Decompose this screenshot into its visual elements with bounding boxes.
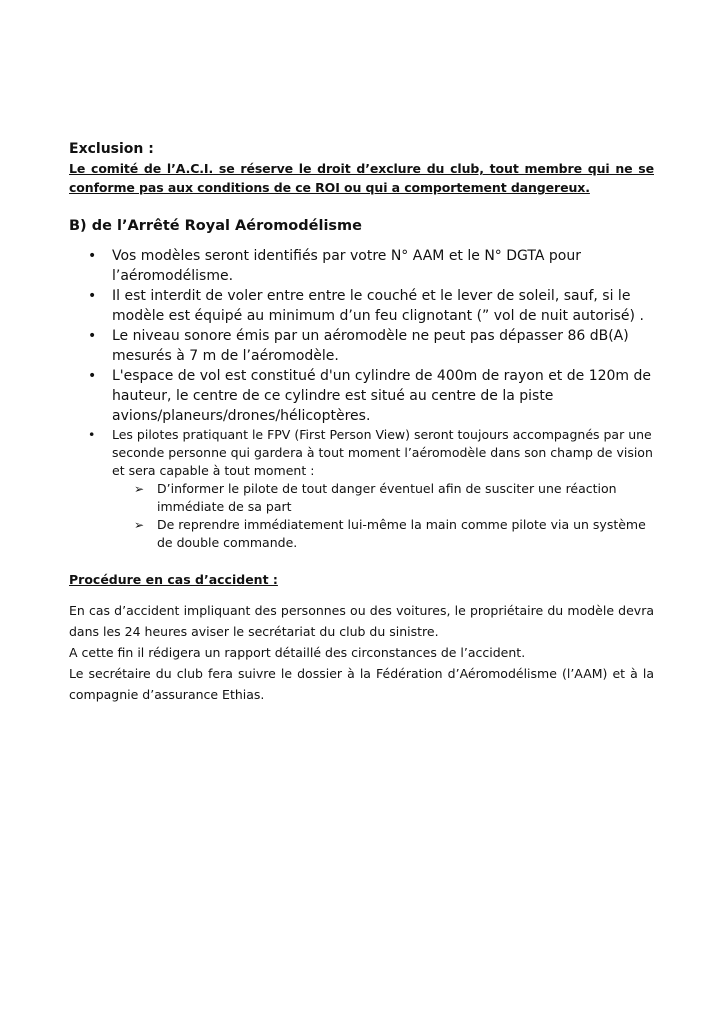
list-item xyxy=(69,326,654,366)
sub-item-text: De reprendre immédiatement lui-même la main comme pilote via un système de double commande. xyxy=(157,517,646,550)
bullet-text: L'espace de vol est constitué d'un cylindre de 400m de rayon et de 120m de hauteur, le centre de ce cylindre est situé au centre de la piste avions/planeurs/drones/hélicoptères. xyxy=(112,368,651,424)
fpv-sublist xyxy=(112,480,654,552)
procedure-paragraph: A cette fin il rédigera un rapport détaillé des circonstances de l’accident. xyxy=(69,645,526,660)
list-item xyxy=(69,246,654,286)
list-item-fpv xyxy=(69,426,654,552)
arrow-bullet-icon: ➢ xyxy=(134,482,145,496)
bullet-icon: • xyxy=(88,328,97,344)
exclusion-text: Le comité de l’A.C.I. se réserve le droit d’exclure du club, tout membre qui ne se conforme pas aux conditions de ce ROI ou qui a comportement dangereux. xyxy=(69,161,654,195)
bullet-text: Vos modèles seront identifiés par votre N° AAM et le N° DGTA pour l’aéromodélisme. xyxy=(112,248,581,284)
section-b-heading: B) de l’Arrêté Royal Aéromodélisme xyxy=(69,218,362,234)
arrow-bullet-icon: ➢ xyxy=(134,518,145,532)
bullet-text: Il est interdit de voler entre entre le couché et le lever de soleil, sauf, si le modèle est équipé au minimum d’un feu clignotant (” vol de nuit autorisé) . xyxy=(112,288,644,324)
bullet-icon: • xyxy=(88,248,97,264)
sub-list-item xyxy=(112,516,654,552)
regulation-list xyxy=(69,246,654,552)
page-content xyxy=(69,139,654,705)
procedure-paragraph: Le secrétaire du club fera suivre le dossier à la Fédération d’Aéromodélisme (l’AAM) et à la compagnie d’assurance Ethias. xyxy=(69,666,654,702)
procedure-heading: Procédure en cas d’accident : xyxy=(69,572,278,587)
bullet-text: Les pilotes pratiquant le FPV (First Person View) seront toujours accompagnés par une seconde personne qui gardera à tout moment l’aéromodèle dans son champ de vision et sera capable à tout moment : xyxy=(112,427,653,478)
sub-list-item xyxy=(112,480,654,516)
bullet-icon: • xyxy=(88,427,96,442)
procedure-paragraph: En cas d’accident impliquant des personnes ou des voitures, le propriétaire du modèle devra dans les 24 heures aviser le secrétariat du club du sinistre. xyxy=(69,603,654,639)
list-item xyxy=(69,366,654,426)
bullet-icon: • xyxy=(88,368,97,384)
bullet-text: Le niveau sonore émis par un aéromodèle ne peut pas dépasser 86 dB(A) mesurés à 7 m de l’aéromodèle. xyxy=(112,328,629,364)
bullet-icon: • xyxy=(88,288,97,304)
procedure-body xyxy=(69,600,654,705)
list-item xyxy=(69,286,654,326)
sub-item-text: D’informer le pilote de tout danger éventuel afin de susciter une réaction immédiate de sa part xyxy=(157,481,617,514)
exclusion-heading: Exclusion : xyxy=(69,141,154,157)
